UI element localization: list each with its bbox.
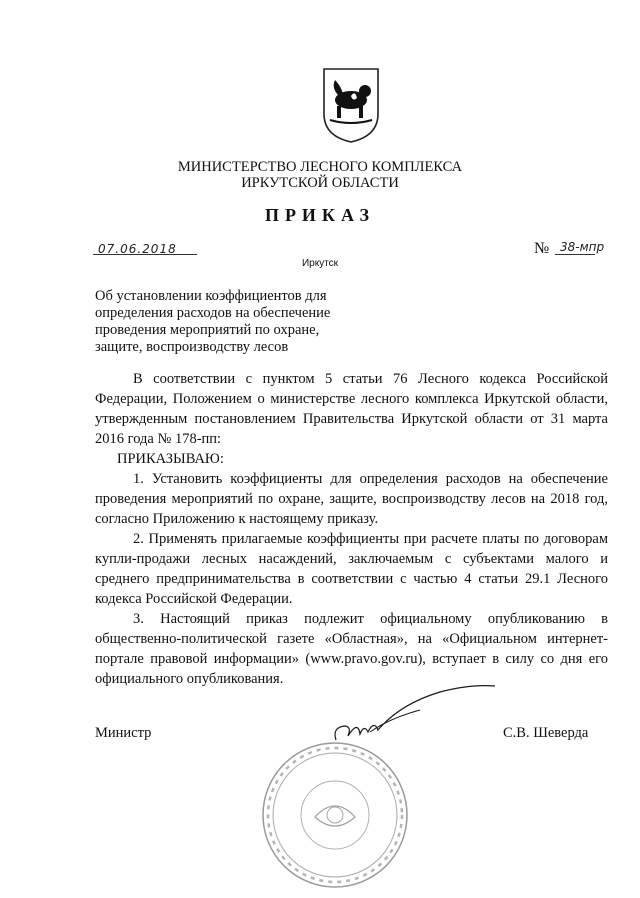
number-underline [555,254,595,255]
document-subject [95,288,355,356]
subject-line: Об установлении коэффициентов для [95,288,327,304]
document-city: Иркутск [301,258,339,269]
document-date: 07.06.2018 [98,242,177,256]
number-sign: № [534,240,550,257]
signature-icon [330,684,500,754]
signer-name: С.В. Шеверда [503,725,589,741]
signer-position: Министр [95,725,152,741]
order-item-3: 3. Настоящий приказ подлежит официальному опубликованию в общественно-политической газете «Областная», на «Официальном интернет-портале правовой информации» (www.pravo.gov.ru), вступает в силу со дня его официального опубликования. [95,611,608,687]
ministry-name-line1: МИНИСТЕРСТВО ЛЕСНОГО КОМПЛЕКСА [177,159,463,175]
preamble-paragraph: В соответствии с пунктом 5 статьи 76 Лесного кодекса Российской Федерации, Положением о министерстве лесного комплекса Иркутской области, утвержденным постановлением Правительства Иркутской области от 31 марта 2016 года № 178-пп: [95,371,608,447]
coat-of-arms-icon [321,66,381,144]
date-underline [93,254,197,255]
order-item-2: 2. Применять прилагаемые коэффициенты при расчете платы по договорам купли-продажи лесных насаждений, заключаемым с субъектами малого и среднего предпринимательства в соответствии с частью 4 статьи 29.1 Лесного кодекса Российской Федерации. [95,531,608,607]
subject-line: определения расходов на обеспечение [95,305,331,321]
document-body [95,369,608,689]
ministry-name-line2: ИРКУТСКОЙ ОБЛАСТИ [241,175,399,191]
subject-line: защите, воспроизводству лесов [95,339,289,355]
document-number: 38-мпр [560,240,605,254]
order-word: ПРИКАЗЫВАЮ: [117,451,224,467]
order-item-1: 1. Установить коэффициенты для определения расходов на обеспечение проведения мероприятий по охране, защите, воспроизводству лесов на 2018 год, согласно Приложению к настоящему приказу. [95,471,608,527]
document-title: ПРИКАЗ [264,205,376,225]
subject-line: проведения мероприятий по охране, [95,322,320,338]
